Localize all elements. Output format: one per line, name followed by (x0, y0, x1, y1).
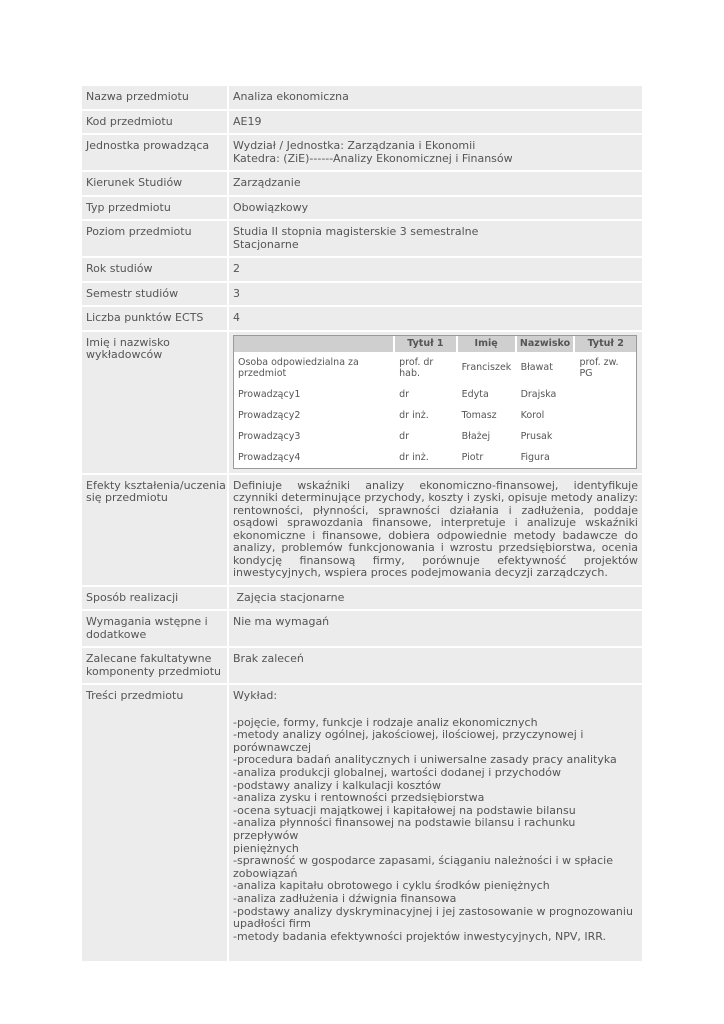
value-ects: 4 (229, 307, 642, 330)
poziom-studia: Studia II stopnia magisterskie 3 semestralne (233, 225, 479, 238)
value-jednostka (229, 135, 642, 170)
cell-nazwisko: Prusak (520, 430, 553, 442)
label-typ: Typ przedmiotu (82, 197, 227, 220)
content-line: -pojęcie, formy, funkcje i rodzaje analiz ekonomicznych (233, 715, 538, 729)
label-wymagania-line1: Wymagania wstępne i (86, 615, 208, 628)
value-kod: AE19 (229, 111, 642, 134)
cell-tytul2 (575, 426, 636, 447)
content-line: -analiza płynności finansowej na podstawie bilansu i rachunku przepływów (233, 816, 576, 842)
content-line: -ocena sytuacji majątkowej i kapitałowej na podstawie bilansu (233, 803, 576, 817)
jednostka-katedra: Katedra: (ZiE)------Analizy Ekonomicznej i Finansów (233, 151, 513, 165)
cell-role: Prowadzący2 (238, 409, 301, 421)
lecturers-header-row (234, 336, 636, 352)
label-rok: Rok studiów (82, 258, 227, 281)
value-poziom (229, 221, 642, 256)
value-efekty: Definiuje wskaźniki analizy ekonomiczno-finansowej, identyfikuje czynniki determinujące przychody, koszty i zyski, opisuje metody analizy: rentowności, płynności, sprawności działania i zadłużenia, poddaje osądowi sprawozdania finansowe, interpretuje i analizuje wskaźniki ekonomiczne i finansowe, dobiera odpowiednie metody badawcze do analizy, problemów funkcjonowania i wzrostu przedsiębiorstwa, ocenia kondycję finansową firmy, porównuje efektywność projektów inwestycyjnych, wspiera proces podejmowania decyzji zarządczych. (229, 475, 642, 585)
cell-imie: Tomasz (461, 409, 497, 421)
content-line: -podstawy analizy dyskryminacyjnej i jej zastosowanie w prognozowaniu (233, 904, 633, 918)
content-line: -procedura badań analitycznych i uniwersalne zasady pracy analityka (233, 753, 617, 767)
label-zalecane-line1: Zalecane fakultatywne (86, 652, 212, 665)
cell-tytul2 (575, 405, 636, 426)
content-line: upadłości firm (233, 917, 311, 931)
cell-imie: Piotr (461, 451, 484, 463)
value-tresci (229, 685, 642, 961)
value-kierunek: Zarządzanie (229, 172, 642, 195)
label-zalecane-line2: komponenty przedmiotu (86, 664, 221, 678)
label-tresci: Treści przedmiotu (82, 685, 227, 961)
header-tytul1: Tytuł 1 (395, 336, 458, 352)
label-semestr: Semestr studiów (82, 283, 227, 306)
header-nazwisko: Nazwisko (517, 336, 576, 352)
content-line: -analiza zadłużenia i dźwignia finansowa (233, 891, 457, 905)
row-nazwa (82, 86, 642, 109)
lecturers-table (233, 335, 637, 469)
content-line: -analiza kapitału obrotowego i cyklu środków pieniężnych (233, 879, 550, 893)
label-efekty-line1: Efekty kształenia/uczenia (86, 478, 226, 492)
cell-nazwisko: Figura (520, 451, 550, 463)
label-wymagania-line2: dodatkowe (86, 627, 147, 641)
row-semestr (82, 283, 642, 306)
label-efekty (82, 475, 227, 585)
label-kierunek: Kierunek Studiów (82, 172, 227, 195)
header-role (234, 336, 395, 352)
label-poziom: Poziom przedmiotu (82, 221, 227, 256)
content-line: -podstawy analizy i kalkulacji kosztów (233, 778, 442, 792)
content-line: -sprawność w gospodarce zapasami, ściąganiu należności i w spłacie (233, 854, 613, 868)
cell-imie: Edyta (461, 388, 489, 400)
cell-imie: Franciszek (461, 362, 512, 373)
label-kod: Kod przedmiotu (82, 111, 227, 134)
cell-tytul1: prof. dr hab. (399, 356, 434, 379)
content-heading: Wykład: (233, 689, 278, 702)
row-poziom (82, 221, 642, 256)
label-jednostka: Jednostka prowadząca (82, 135, 227, 170)
header-imie: Imię (458, 336, 517, 352)
value-zalecane: Brak zaleceń (229, 648, 642, 683)
table-row (234, 384, 636, 405)
label-wymagania (82, 611, 227, 646)
value-typ: Obowiązkowy (229, 197, 642, 220)
value-sposob: Zajęcia stacjonarne (229, 587, 642, 610)
cell-nazwisko: Bławat (520, 362, 553, 373)
cell-role: Prowadzący3 (238, 430, 301, 442)
label-efekty-line2: się przedmiotu (86, 491, 168, 504)
cell-tytul2 (575, 447, 636, 468)
row-jednostka (82, 135, 642, 170)
header-tytul2: Tytuł 2 (575, 336, 636, 352)
row-wykladowcy (82, 332, 642, 473)
row-wymagania (82, 611, 642, 646)
cell-tytul2 (575, 384, 636, 405)
label-sposob: Sposób realizacji (82, 587, 227, 610)
row-kod (82, 111, 642, 134)
content-line: zobowiązań (233, 866, 298, 880)
table-row (234, 447, 636, 468)
cell-role: Prowadzący1 (238, 388, 301, 400)
row-ects (82, 307, 642, 330)
row-zalecane (82, 648, 642, 683)
poziom-forma: Stacjonarne (233, 237, 299, 251)
row-typ (82, 197, 642, 220)
course-sheet (82, 86, 642, 961)
row-tresci (82, 685, 642, 961)
label-wykladowcy-line1: Imię i nazwisko (86, 335, 170, 349)
table-row (234, 405, 636, 426)
content-line: -analiza produkcji globalnej, wartości dodanej i przychodów (233, 765, 562, 779)
row-rok (82, 258, 642, 281)
label-wykladowcy (82, 332, 227, 473)
value-semestr: 3 (229, 283, 642, 306)
label-zalecane (82, 648, 227, 683)
cell-tytul1: dr inż. (399, 409, 429, 421)
cell-nazwisko: Drajska (520, 388, 557, 400)
label-wykladowcy-line2: wykładowców (86, 348, 163, 361)
row-kierunek (82, 172, 642, 195)
cell-tytul1: dr (399, 430, 410, 442)
value-wymagania: Nie ma wymagań (229, 611, 642, 646)
cell-tytul1: dr inż. (399, 451, 429, 463)
cell-nazwisko: Korol (520, 409, 545, 421)
jednostka-wydzial: Wydział / Jednostka: Zarządzania i Ekonomii (233, 139, 476, 152)
content-line: -analiza zysku i rentowności przedsiębiorstwa (233, 791, 485, 805)
value-nazwa: Analiza ekonomiczna (229, 86, 642, 109)
label-ects: Liczba punktów ECTS (82, 307, 227, 330)
row-sposob (82, 587, 642, 610)
cell-role: Osoba odpowiedzialna za przedmiot (238, 356, 359, 379)
cell-imie: Błażej (461, 430, 491, 442)
value-wykladowcy (229, 332, 642, 473)
content-line: -metody analizy ogólnej, jakościowej, ilościowej, przyczynowej i (233, 728, 584, 742)
table-row (234, 352, 636, 384)
cell-tytul1: dr (399, 388, 410, 400)
row-efekty (82, 475, 642, 585)
cell-role: Prowadzący4 (238, 451, 301, 463)
content-line: pieniężnych (233, 841, 299, 855)
content-line: -metody badania efektywności projektów inwestycyjnych, NPV, IRR. (233, 929, 607, 943)
content-list (233, 717, 638, 944)
table-row (234, 426, 636, 447)
content-line: porównawczej (233, 740, 312, 754)
cell-tytul2: prof. zw. PG (579, 356, 619, 379)
label-nazwa: Nazwa przedmiotu (82, 86, 227, 109)
value-rok: 2 (229, 258, 642, 281)
